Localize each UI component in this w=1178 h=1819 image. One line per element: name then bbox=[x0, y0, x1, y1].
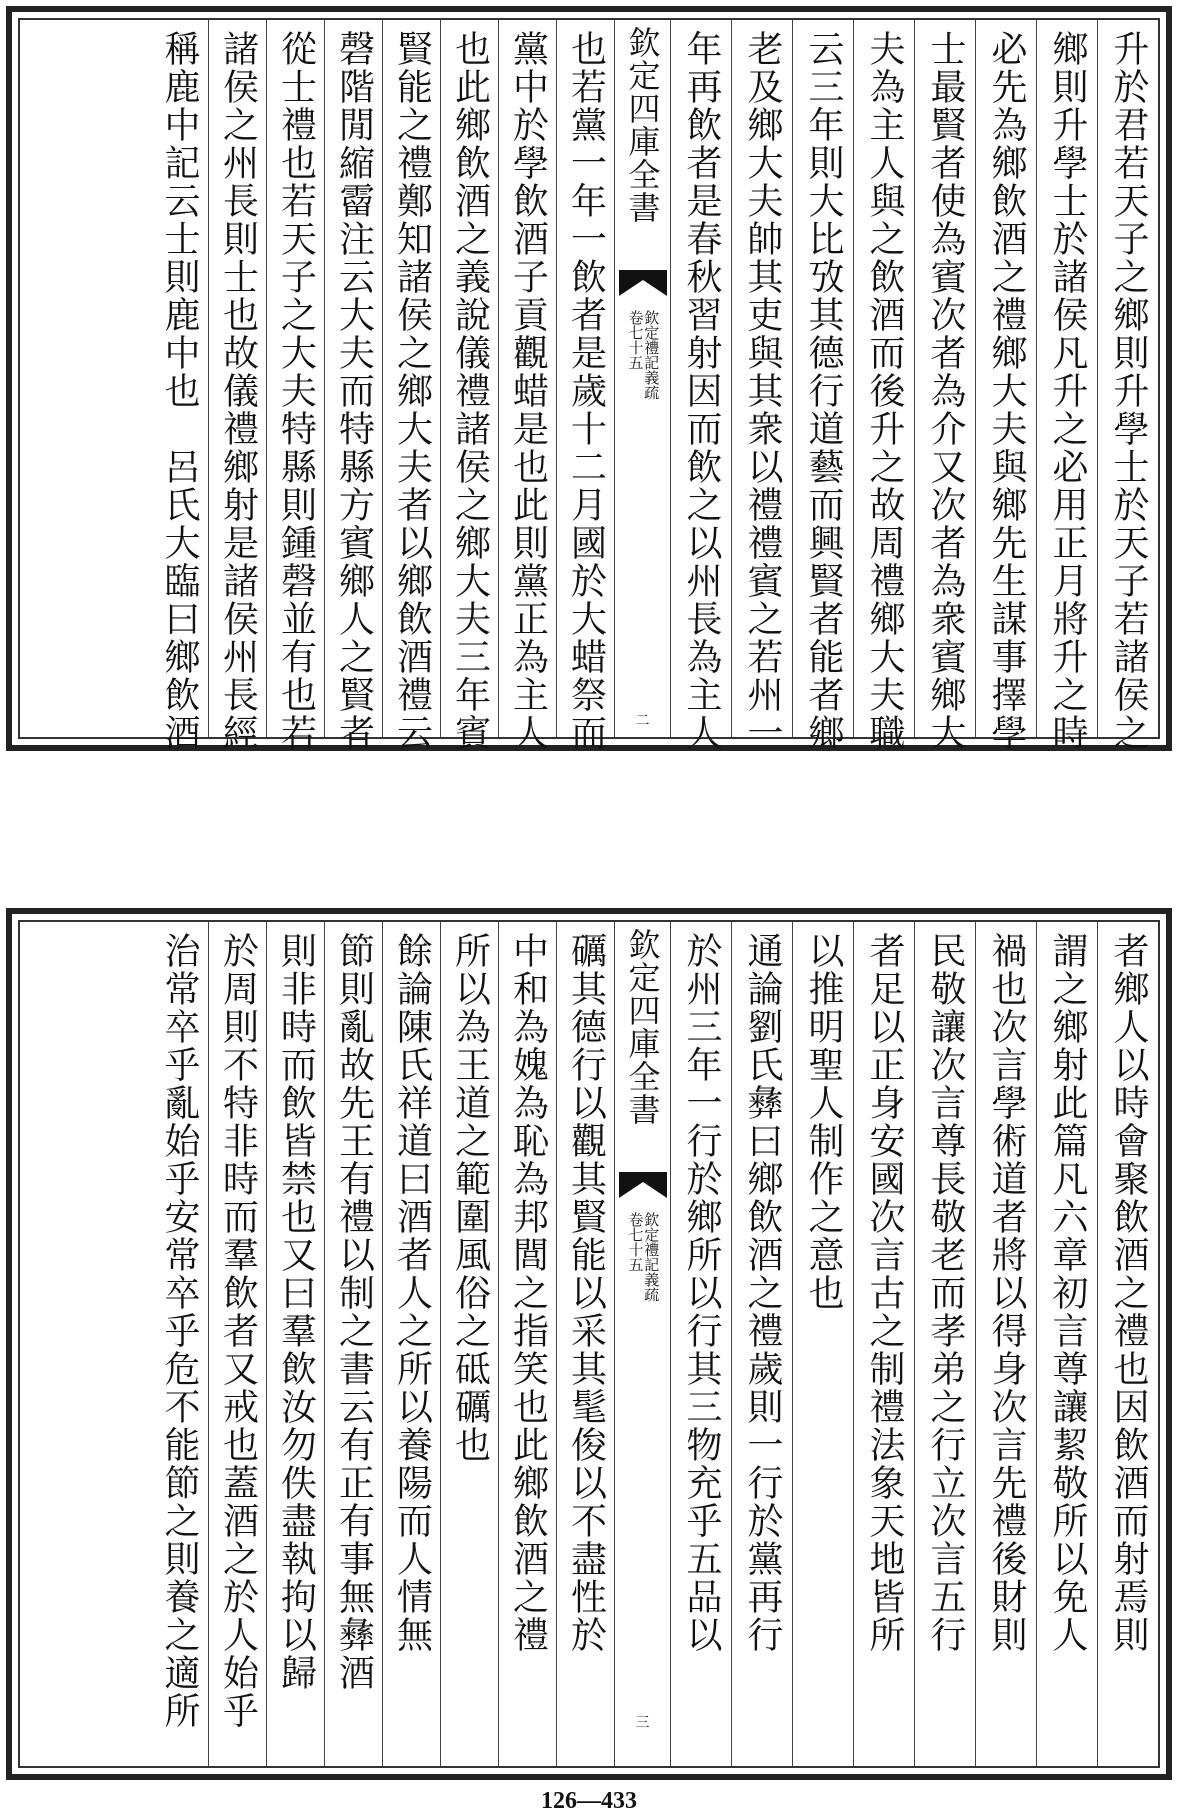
book-title: 欽定四庫全書 bbox=[623, 26, 662, 224]
text-column: 賢能之禮鄭知諸侯之鄉大夫者以鄉飲酒禮云 bbox=[382, 20, 440, 737]
text-column: 謂之鄉射此篇凡六章初言尊讓絜敬所以免人 bbox=[1036, 922, 1097, 1766]
text-column: 餘論陳氏祥道曰酒者人之所以養陽而人情無 bbox=[382, 922, 440, 1766]
text-column: 士最賢者使為賓次者為介又次者為衆賓鄉大 bbox=[914, 20, 975, 737]
text-column: 中和為媿為恥為邦閭之指笑也此鄉飲酒之禮 bbox=[498, 922, 556, 1766]
text-column: 稱鹿中記云士則鹿中也 呂氏大臨曰鄉飲酒 bbox=[159, 30, 200, 752]
fishtail-mark-icon bbox=[619, 270, 667, 296]
page-panel-top bbox=[6, 6, 1172, 751]
center-fold bbox=[614, 20, 670, 737]
text-column: 諸侯之州長則士也故儀禮鄉射是諸侯州長經 bbox=[208, 20, 266, 737]
text-column: 者足以正身安國次言古之制禮法象天地皆所 bbox=[853, 922, 914, 1766]
text-column: 從士禮也若天子之大夫特縣則鍾磬並有也若 bbox=[266, 20, 324, 737]
text-column: 於周則不特非時而羣飲者又戒也蓋酒之於人始乎 bbox=[208, 922, 266, 1766]
book-title: 欽定四庫全書 bbox=[623, 928, 662, 1126]
text-column: 礪其德行以觀其賢能以采其髦俊以不盡性於 bbox=[556, 922, 614, 1766]
page-reference: 126—433 bbox=[541, 1788, 637, 1814]
book-subtitle: 欽定禮記義疏 卷七十五 bbox=[626, 310, 661, 400]
text-column: 黨中於學飲酒子貢觀蜡是也此則黨正為主人 bbox=[498, 20, 556, 737]
text-column: 以推明聖人制作之意也 bbox=[792, 922, 853, 1766]
text-column: 鄉則升學士於諸侯凡升之必用正月將升之時 bbox=[1036, 20, 1097, 737]
page-frame-top bbox=[18, 18, 1160, 752]
text-column: 升於君若天子之鄉則升學士於天子若諸侯之 bbox=[1097, 20, 1158, 737]
text-column: 也此鄉飲酒之義說儀禮諸侯之鄉大夫三年賓 bbox=[440, 20, 498, 737]
text-column: 也若黨一年一飲者是歲十二月國於大蜡祭而 bbox=[556, 20, 614, 737]
center-fold bbox=[614, 922, 670, 1766]
text-column: 民敬讓次言尊長敬老而孝弟之行立次言五行 bbox=[914, 922, 975, 1766]
book-subtitle: 欽定禮記義疏 卷七十五 bbox=[626, 1212, 661, 1302]
folio-number: 三 bbox=[635, 1715, 650, 1731]
text-column: 禍也次言學術道者將以得身次言先禮後財則 bbox=[975, 922, 1036, 1766]
page-panel-bottom bbox=[6, 908, 1172, 1780]
page-frame-bottom bbox=[18, 920, 1160, 1768]
text-column: 治常卒乎亂始乎安常卒乎危不能節之則養之適所 bbox=[159, 932, 200, 1730]
text-column: 必先為鄉飲酒之禮鄉大夫與鄉先生謀事擇學 bbox=[975, 20, 1036, 737]
text-column: 通論劉氏彝曰鄉飲酒之禮歲則一行於黨再行 bbox=[731, 922, 792, 1766]
folio-number: 二 bbox=[635, 713, 650, 729]
text-column: 於州三年一行於鄉所以行其三物充乎五品以 bbox=[670, 922, 731, 1766]
text-column: 節則亂故先王有禮以制之書云有正有事無彝酒 bbox=[324, 922, 382, 1766]
text-column: 云三年則大比攷其德行道藝而興賢者能者鄉 bbox=[792, 20, 853, 737]
text-column: 老及鄉大夫帥其吏與其衆以禮禮賓之若州一 bbox=[731, 20, 792, 737]
text-column: 夫為主人與之飲酒而後升之故周禮鄉大夫職 bbox=[853, 20, 914, 737]
text-column: 年再飲者是春秋習射因而飲之以州長為主人 bbox=[670, 20, 731, 737]
text-column: 磬階閒縮霤注云大夫而特縣方賓鄉人之賢者 bbox=[324, 20, 382, 737]
text-column: 所以為王道之範圍風俗之砥礪也 bbox=[440, 922, 498, 1766]
text-column: 者鄉人以時會聚飲酒之禮也因飲酒而射焉則 bbox=[1097, 922, 1158, 1766]
fishtail-mark-icon bbox=[619, 1172, 667, 1198]
text-column: 則非時而飲皆禁也又曰羣飲汝勿佚盡執拘以歸 bbox=[266, 922, 324, 1766]
